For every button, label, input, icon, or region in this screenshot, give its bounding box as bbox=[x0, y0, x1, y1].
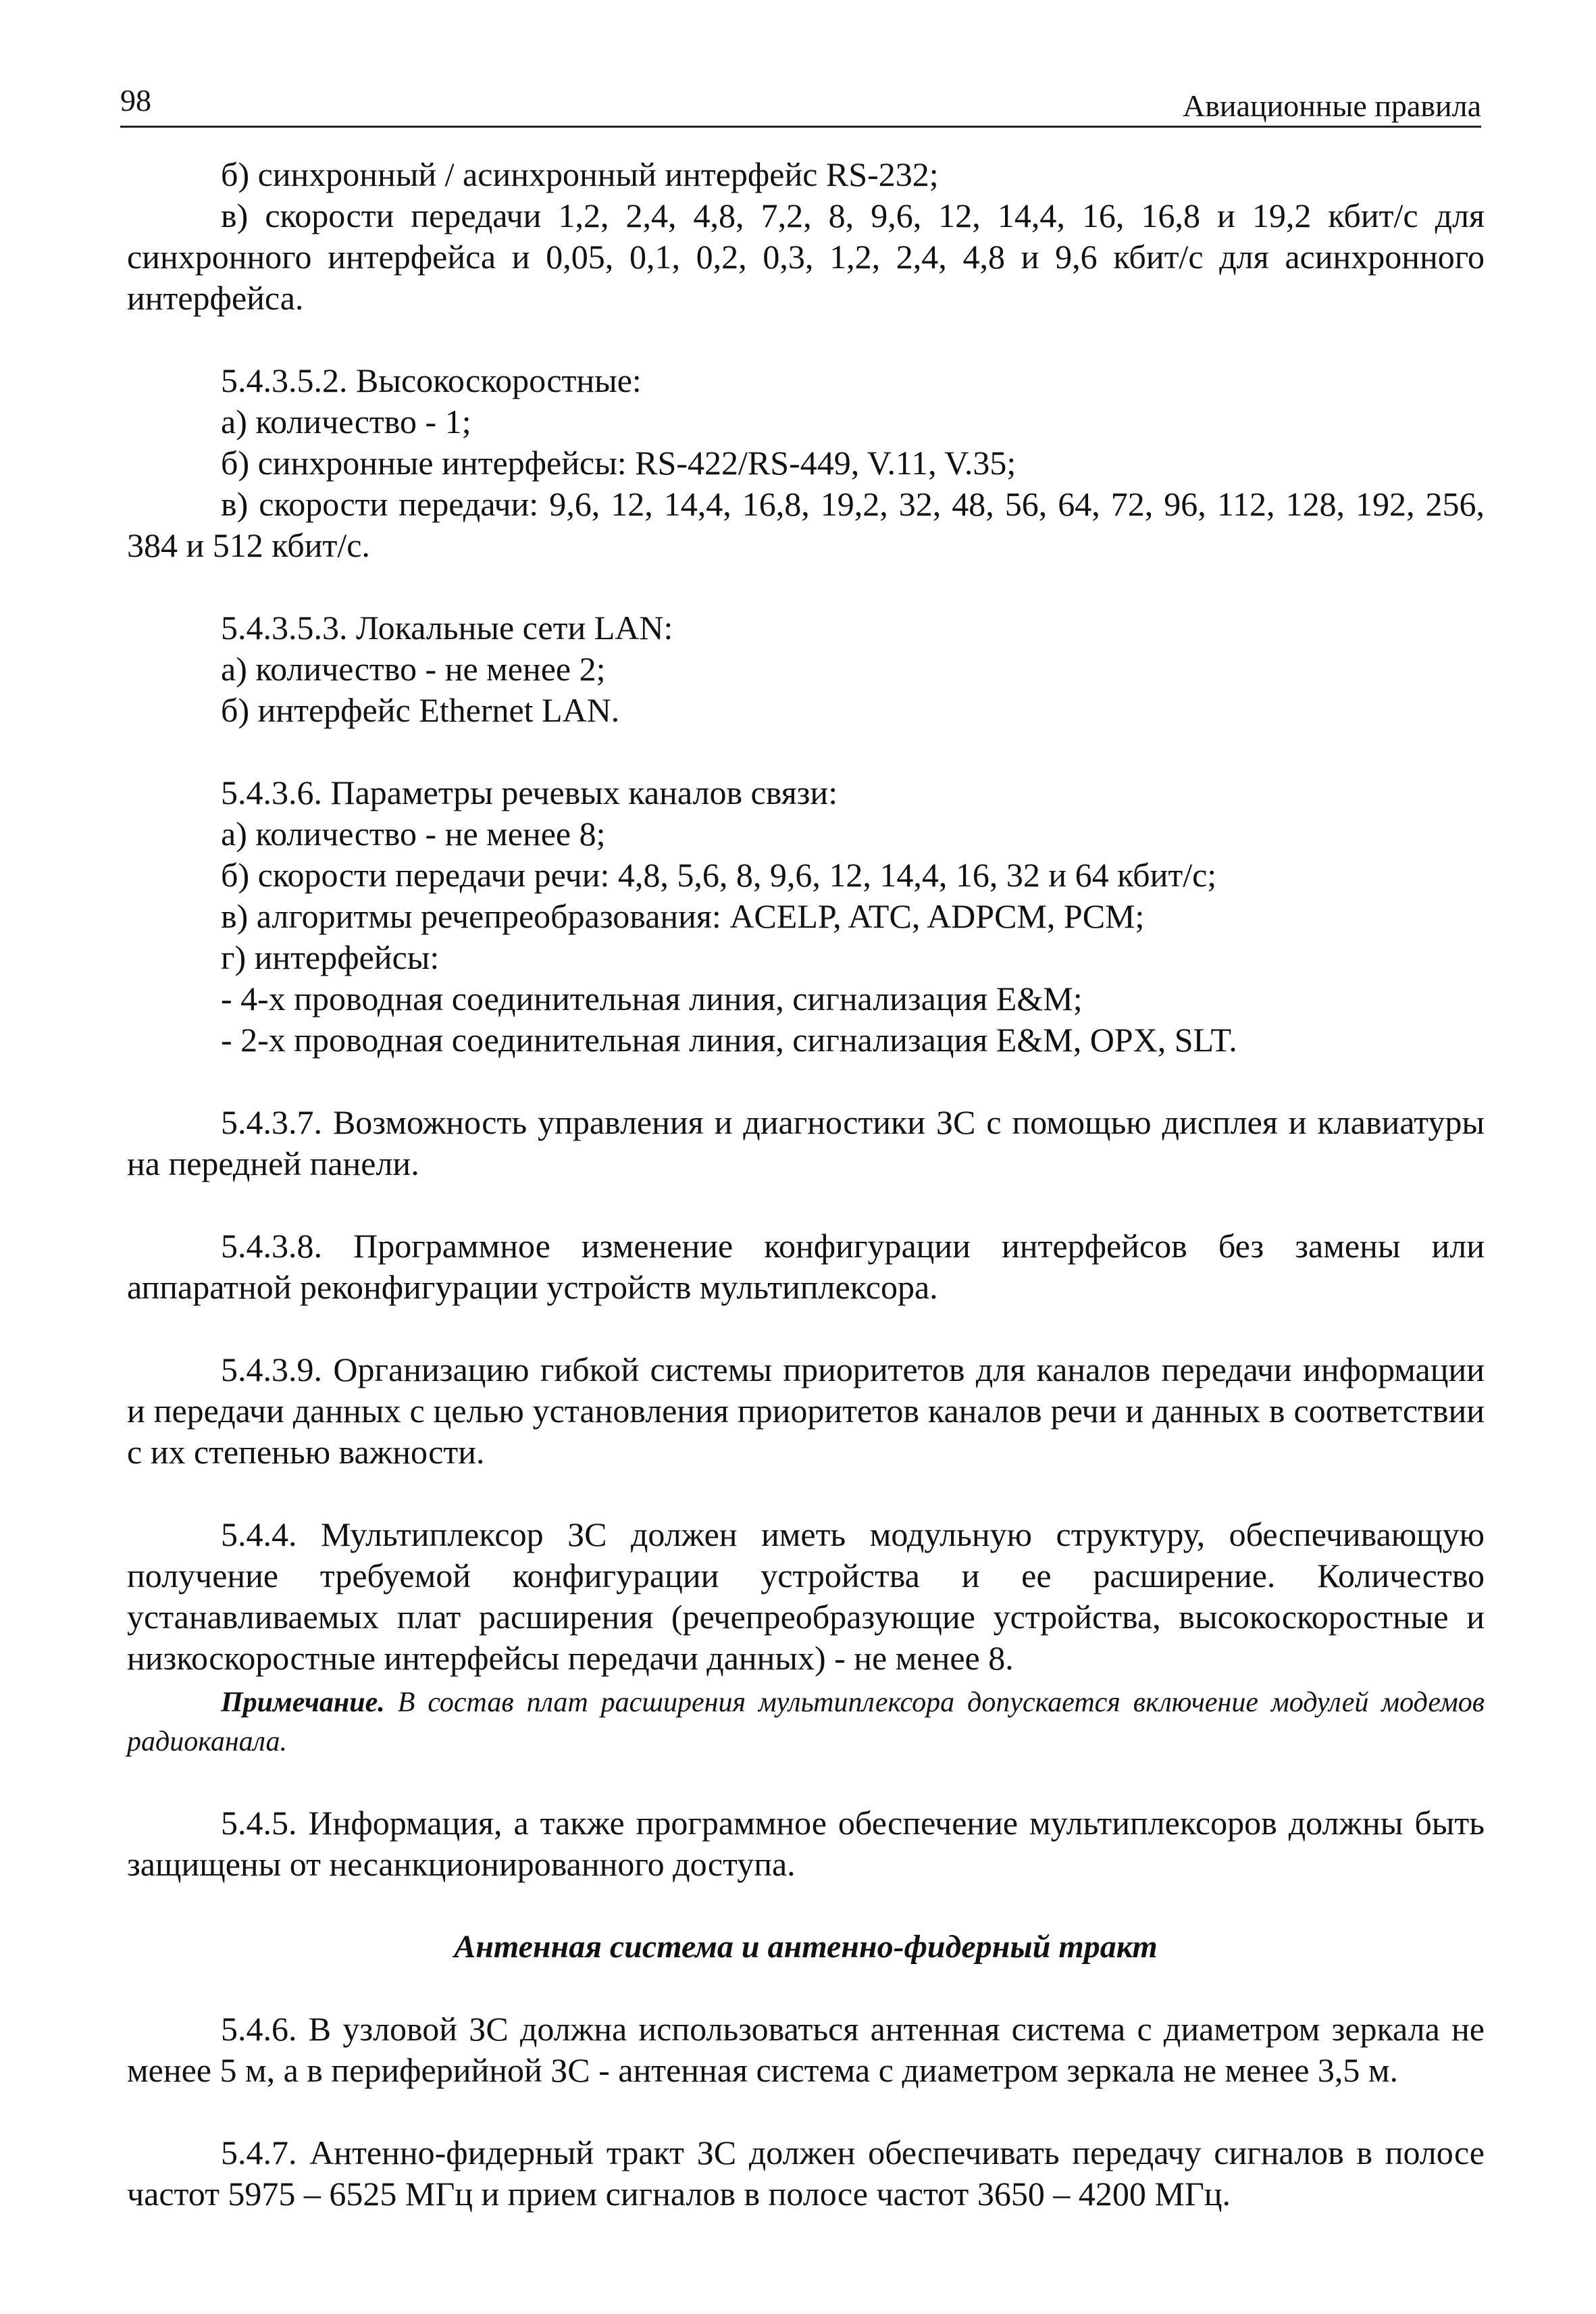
clause-5-4-4: 5.4.4. Мультиплексор ЗС должен иметь модульную структуру, обеспечивающую получение требуемой конфигурации устройства и ее расширение. Количество устанавливаемых плат расширения (речепреобразующие устройства, высокоскоростные и низкоскоростные интерфейсы передачи данных) - не менее 8. bbox=[127, 1515, 1485, 1677]
page-header bbox=[120, 73, 1481, 128]
page-number: 98 bbox=[120, 83, 151, 118]
list-item-ethernet: б) интерфейс Ethernet LAN. bbox=[221, 691, 620, 729]
list-item-sync-interfaces: б) синхронные интерфейсы: RS-422/RS-449, V.11, V.35; bbox=[221, 444, 1016, 482]
clause-5-4-6: 5.4.6. В узловой ЗС должна использоваться антенная система с диаметром зеркала не менее 5 м, а в периферийной ЗС - антенная система с диаметром зеркала не менее 3,5 м. bbox=[127, 2010, 1485, 2089]
clause-5-4-3-7: 5.4.3.7. Возможность управления и диагностики ЗС с помощью дисплея и клавиатуры на передней панели. bbox=[127, 1103, 1485, 1182]
list-item-voice-quantity: а) количество - не менее 8; bbox=[221, 815, 606, 853]
note-label: Примечание. bbox=[221, 1687, 385, 1718]
clause-5-4-5: 5.4.5. Информация, а также программное обеспечение мультиплексоров должны быть защищены от несанкционированного доступа. bbox=[127, 1804, 1485, 1883]
list-item-2-wire-line: - 2-х проводная соединительная линия, сигнализация E&M, OPX, SLT. bbox=[221, 1021, 1237, 1059]
clause-heading-high-speed: 5.4.3.5.2. Высокоскоростные: bbox=[221, 361, 642, 399]
clause-5-4-3-9: 5.4.3.9. Организацию гибкой системы приоритетов для каналов передачи информации и передачи данных с целью установления приоритетов каналов речи и данных в соответствии с их степенью важности. bbox=[127, 1351, 1485, 1471]
list-item-quantity: а) количество - 1; bbox=[221, 403, 471, 441]
list-item-voice-interfaces: г) интерфейсы: bbox=[221, 938, 440, 976]
list-item-voice-algorithms: в) алгоритмы речепреобразования: ACELP, ATC, ADPCM, PCM; bbox=[221, 897, 1145, 935]
note-text: В состав плат расширения мультиплексора допускается включение модулей модемов радиоканала. bbox=[127, 1687, 1485, 1757]
list-item-high-speed-rates: в) скорости передачи: 9,6, 12, 14,4, 16,8, 19,2, 32, 48, 56, 64, 72, 96, 112, 128, 192, 256, 384 и 512 кбит/с. bbox=[127, 485, 1485, 564]
note bbox=[127, 1683, 1485, 1761]
clause-5-4-7: 5.4.7. Антенно-фидерный тракт ЗС должен обеспечивать передачу сигналов в полосе частот 5975 – 6525 МГц и прием сигналов в полосе частот 3650 – 4200 МГц. bbox=[127, 2134, 1485, 2213]
list-item-voice-rates: б) скорости передачи речи: 4,8, 5,6, 8, 9,6, 12, 14,4, 16, 32 и 64 кбит/с; bbox=[221, 856, 1217, 894]
section-heading-antenna: Антенная система и антенно-фидерный тракт bbox=[454, 1929, 1158, 1965]
page-body bbox=[127, 154, 1485, 2215]
list-item-lan-quantity: а) количество - не менее 2; bbox=[221, 650, 606, 688]
clause-heading-voice-channels: 5.4.3.6. Параметры речевых каналов связи: bbox=[221, 774, 838, 811]
clause-heading-lan: 5.4.3.5.3. Локальные сети LAN: bbox=[221, 609, 673, 647]
list-item-transfer-rates: в) скорости передачи 1,2, 2,4, 4,8, 7,2, 8, 9,6, 12, 14,4, 16, 16,8 и 19,2 кбит/с для синхронного интерфейса и 0,05, 0,1, 0,2, 0,3, 1,2, 2,4, 4,8 и 9,6 кбит/с для асинхронного интерфейса. bbox=[127, 197, 1485, 317]
clause-5-4-3-8: 5.4.3.8. Программное изменение конфигурации интерфейсов без замены или аппаратной реконфигурации устройств мультиплексора. bbox=[127, 1227, 1485, 1306]
list-item-sync-async-interface: б) синхронный / асинхронный интерфейс RS-232; bbox=[221, 155, 939, 193]
list-item-4-wire-line: - 4-х проводная соединительная линия, сигнализация E&M; bbox=[221, 980, 1083, 1017]
running-title: Авиационные правила bbox=[1182, 89, 1481, 123]
